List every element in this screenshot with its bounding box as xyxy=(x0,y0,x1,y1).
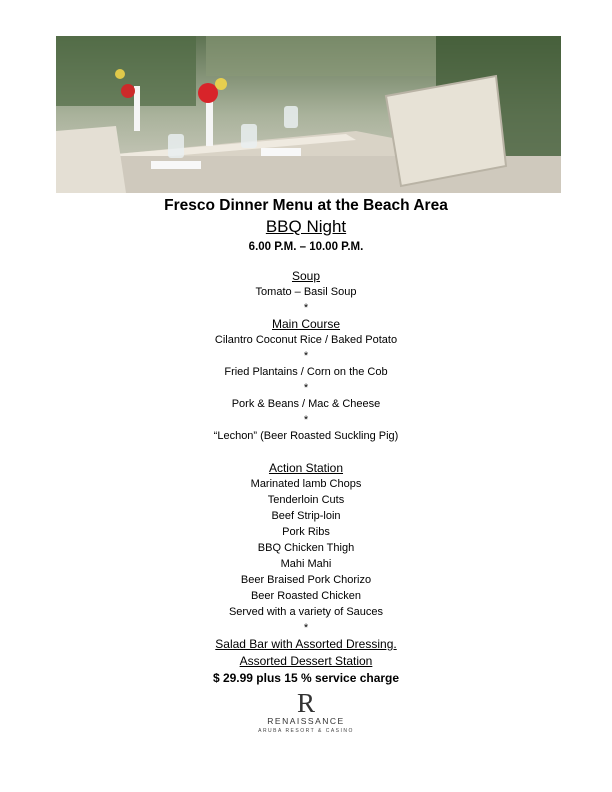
menu-subtitle: BBQ Night xyxy=(265,217,347,236)
main-course-item: Pork & Beans / Mac & Cheese xyxy=(231,398,381,410)
hero-photo xyxy=(56,36,561,193)
price: $ 29.99 plus 15 % service charge xyxy=(212,671,400,685)
separator: * xyxy=(303,622,309,634)
action-station-heading: Action Station xyxy=(268,461,344,475)
action-station-item: Served with a variety of Sauces xyxy=(228,606,384,618)
spacer xyxy=(0,444,612,460)
main-course-heading: Main Course xyxy=(271,317,341,331)
action-station-item: Beef Strip-loin xyxy=(271,510,341,522)
menu-title: Fresco Dinner Menu at the Beach Area xyxy=(164,197,448,214)
service-hours: 6.00 P.M. – 10.00 P.M. xyxy=(248,241,364,253)
separator: * xyxy=(303,302,309,314)
renaissance-logo xyxy=(0,690,612,735)
logo-name: RENAISSANCE xyxy=(267,716,345,726)
action-station-item: Marinated lamb Chops xyxy=(250,478,362,490)
action-station-item: Mahi Mahi xyxy=(280,558,332,570)
action-station-item: Tenderloin Cuts xyxy=(267,494,345,506)
separator: * xyxy=(303,414,309,426)
menu-content xyxy=(0,196,612,735)
logo-mark: R xyxy=(296,688,315,718)
dessert-station: Assorted Dessert Station xyxy=(239,654,373,668)
main-course-item: Fried Plantains / Corn on the Cob xyxy=(224,366,388,378)
salad-bar: Salad Bar with Assorted Dressing. xyxy=(215,637,397,651)
logo-subtitle: ARUBA RESORT & CASINO xyxy=(258,728,354,734)
separator: * xyxy=(303,382,309,394)
action-station-item: Beer Roasted Chicken xyxy=(250,590,362,602)
soup-heading: Soup xyxy=(291,269,321,283)
soup-item: Tomato – Basil Soup xyxy=(255,286,357,298)
main-course-item: Cilantro Coconut Rice / Baked Potato xyxy=(214,334,398,346)
action-station-item: Pork Ribs xyxy=(282,526,330,538)
action-station-item: Beer Braised Pork Chorizo xyxy=(240,574,372,586)
main-course-item: “Lechon” (Beer Roasted Suckling Pig) xyxy=(213,430,399,442)
separator: * xyxy=(303,350,309,362)
action-station-item: BBQ Chicken Thigh xyxy=(257,542,355,554)
